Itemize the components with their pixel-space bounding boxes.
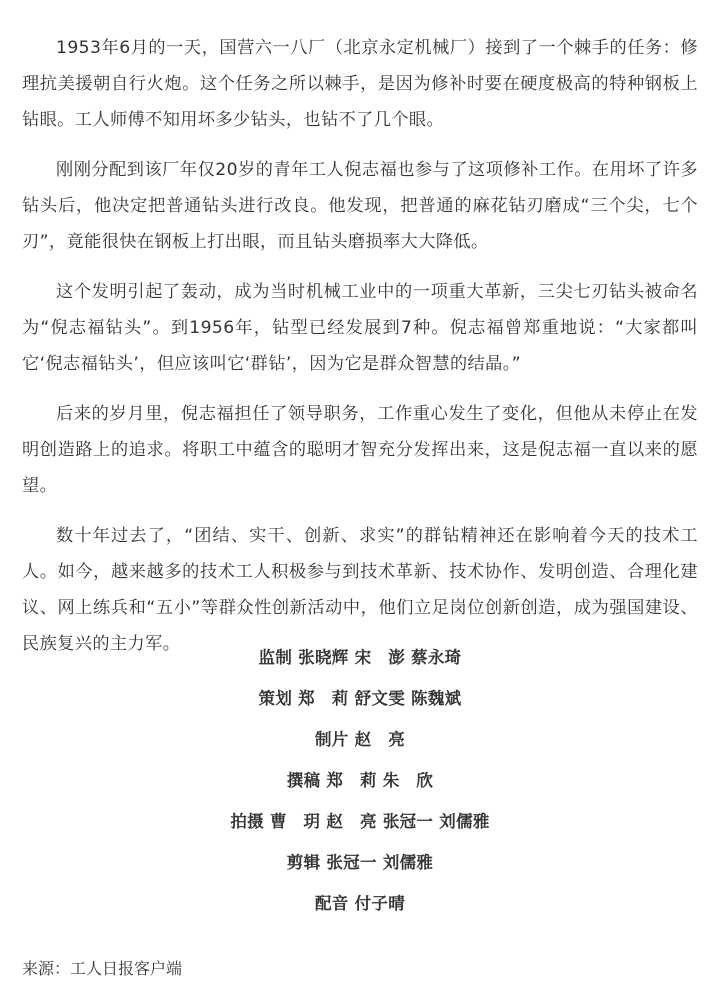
credit-line-writer: [0, 760, 720, 801]
credit-role: 制片: [314, 730, 349, 749]
credit-names: 张晓辉 宋 澎 蔡永琦: [298, 648, 462, 667]
credit-line-planning: [0, 678, 720, 719]
credit-role: 配音: [314, 894, 349, 913]
credit-role: 拍摄: [230, 812, 264, 831]
credit-line-camera: [0, 801, 720, 842]
credit-role: 监制: [258, 648, 293, 667]
article-paragraph: 数十年过去了，“团结、实干、创新、求实”的群钻精神还在影响着今天的技术工人。如今，越来越多的技术工人积极参与到技术革新、技术协作、发明创造、合理化建议、网上练兵和“五小”等群众性创新活动中，他们立足岗位创新创造，成为强国建设、民族复兴的主力军。: [22, 526, 698, 654]
credit-names: 郑 莉 舒文雯 陈魏斌: [298, 689, 462, 708]
article-body: [22, 30, 698, 676]
credits-block: [0, 637, 720, 924]
credit-names: 张冠一 刘儒雅: [326, 853, 434, 872]
article-paragraph: 刚刚分配到该厂年仅20岁的青年工人倪志福也参与了这项修补工作。在用坏了许多钻头后，他决定把普通钻头进行改良。他发现，把普通的麻花钻刃磨成“三个尖，七个刃”，竟能很快在钢板上打出眼，而且钻头磨损率大大降低。: [22, 160, 698, 252]
credit-names: 赵 亮: [354, 730, 405, 749]
article-paragraph: 1953年6月的一天，国营六一八厂（北京永定机械厂）接到了一个棘手的任务：修理抗美援朝自行火炮。这个任务之所以棘手，是因为修补时要在硬度极高的特种钢板上钻眼。工人师傅不知用坏多少钻头，也钻不了几个眼。: [22, 38, 698, 130]
credit-line-supervisor: [0, 637, 720, 678]
credit-line-editor: [0, 842, 720, 883]
credit-line-producer: [0, 719, 720, 760]
credit-names: 曹 玥 赵 亮 张冠一 刘儒雅: [269, 812, 490, 831]
source-line: 来源：工人日报客户端: [22, 959, 183, 978]
credit-names: 付子晴: [354, 894, 405, 913]
credit-names: 郑 莉 朱 欣: [326, 771, 434, 790]
credit-role: 剪辑: [286, 853, 321, 872]
article-paragraph: 后来的岁月里，倪志福担任了领导职务，工作重心发生了变化，但他从未停止在发明创造路上的追求。将职工中蕴含的聪明才智充分发挥出来，这是倪志福一直以来的愿望。: [22, 404, 698, 496]
credit-role: 策划: [258, 689, 293, 708]
credit-role: 撰稿: [286, 771, 321, 790]
credit-line-voiceover: [0, 883, 720, 924]
article-paragraph: 这个发明引起了轰动，成为当时机械工业中的一项重大革新，三尖七刃钻头被命名为“倪志福钻头”。到1956年，钻型已经发展到7种。倪志福曾郑重地说：“大家都叫它‘倪志福钻头’，但应该叫它‘群钻’，因为它是群众智慧的结晶。”: [22, 282, 698, 374]
